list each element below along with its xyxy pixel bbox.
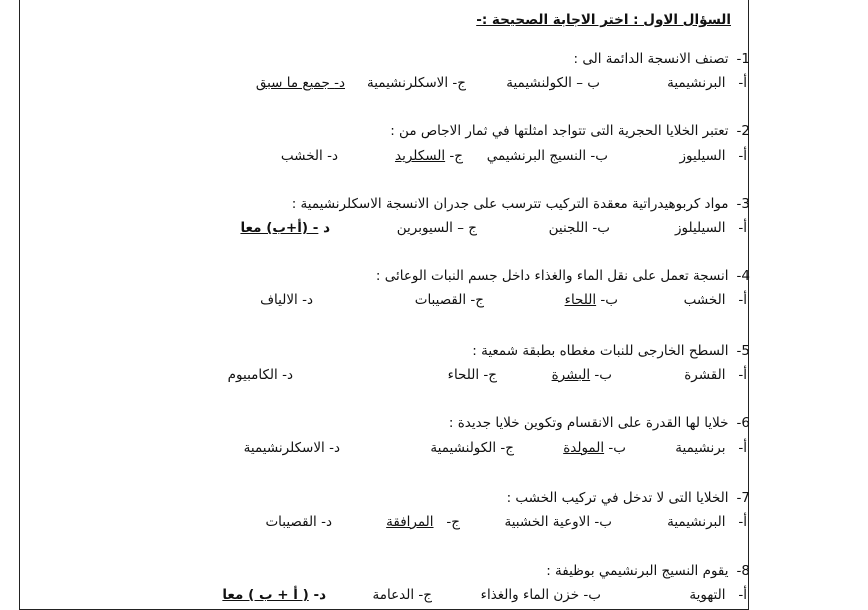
option-c bbox=[448, 367, 497, 383]
option-d bbox=[281, 148, 338, 164]
question-8 bbox=[546, 563, 750, 579]
option-text: البشرة bbox=[551, 367, 591, 383]
option-prefix: أ- bbox=[738, 367, 747, 383]
option-b-correct bbox=[552, 367, 612, 383]
option-prefix: أ- bbox=[738, 514, 747, 530]
option-a bbox=[684, 292, 747, 308]
question-number: 6- bbox=[736, 415, 750, 431]
option-text: اللجنين bbox=[548, 220, 589, 236]
question-7 bbox=[507, 490, 750, 506]
option-text: السيليلوز bbox=[675, 220, 726, 236]
option-prefix: ب- bbox=[592, 220, 610, 236]
option-prefix: أ- bbox=[738, 75, 747, 91]
option-c-correct bbox=[395, 148, 463, 164]
option-text: الالياف bbox=[260, 292, 298, 308]
option-c bbox=[373, 587, 432, 603]
option-c bbox=[430, 440, 514, 456]
option-text: السيوبرين bbox=[396, 220, 453, 236]
question-text: تعتبر الخلايا الحجرية التى تتواجد امثلتها في ثمار الاجاص من : bbox=[390, 123, 729, 139]
option-b bbox=[487, 148, 608, 164]
question-3 bbox=[292, 196, 750, 212]
option-c bbox=[397, 220, 477, 236]
question-number: 4- bbox=[736, 268, 750, 284]
option-b bbox=[549, 220, 610, 236]
option-prefix: أ- bbox=[738, 587, 747, 603]
option-text: ( أ + ب ) معا bbox=[222, 587, 309, 603]
question-4 bbox=[376, 268, 750, 284]
option-prefix: ج- bbox=[449, 148, 463, 164]
option-prefix: ب – bbox=[576, 75, 600, 91]
question-text: تصنف الانسجة الدائمة الى : bbox=[573, 51, 729, 67]
option-text: الكولنشيمية bbox=[430, 440, 497, 456]
option-a bbox=[684, 367, 747, 383]
question-text: انسجة تعمل على نقل الماء والغذاء داخل جسم النبات الوعائى : bbox=[375, 268, 729, 284]
option-prefix: ج – bbox=[457, 220, 477, 236]
question-number: 5- bbox=[736, 343, 750, 359]
option-d-correct bbox=[240, 220, 330, 236]
option-text: اللحاء bbox=[564, 292, 597, 308]
option-prefix: د- bbox=[329, 440, 340, 456]
option-a bbox=[689, 587, 747, 603]
option-text: البرنشيمية bbox=[667, 75, 726, 91]
option-prefix: د- bbox=[327, 148, 338, 164]
option-b-correct bbox=[565, 292, 618, 308]
option-text: السكلريد bbox=[394, 148, 446, 164]
option-prefix: ج- bbox=[418, 587, 432, 603]
option-text: اللحاء bbox=[447, 367, 480, 383]
option-text: القصيبات bbox=[265, 514, 317, 530]
option-text: الاوعية الخشبية bbox=[504, 514, 591, 530]
question-text: السطح الخارجى للنبات مغطاه بطبقة شمعية : bbox=[472, 343, 729, 359]
option-text: الكامبيوم bbox=[227, 367, 278, 383]
option-b bbox=[481, 587, 601, 603]
option-b bbox=[504, 514, 612, 530]
option-d bbox=[244, 440, 340, 456]
option-prefix: د bbox=[323, 220, 330, 236]
option-prefix: ج- bbox=[446, 514, 460, 530]
section-title: السؤال الاول : اختر الاجابة الصحيحة :- bbox=[476, 12, 731, 28]
option-d-correct bbox=[222, 587, 326, 603]
option-text: الاسكلرنشيمية bbox=[366, 75, 449, 91]
option-prefix: أ- bbox=[738, 220, 747, 236]
question-2 bbox=[390, 123, 750, 139]
option-prefix: ج- bbox=[483, 367, 497, 383]
option-prefix: ج- bbox=[500, 440, 514, 456]
option-prefix: أ- bbox=[738, 148, 747, 164]
option-d bbox=[260, 292, 313, 308]
option-text: الخشب bbox=[280, 148, 323, 164]
option-prefix: د- bbox=[313, 587, 326, 603]
option-b-correct bbox=[563, 440, 626, 456]
option-text: الدعامة bbox=[372, 587, 415, 603]
option-d bbox=[228, 367, 293, 383]
option-prefix: د- bbox=[282, 367, 293, 383]
option-text: خزن الماء والغذاء bbox=[480, 587, 580, 603]
question-text: يقوم النسيج البرنشيمي بوظيفة : bbox=[546, 563, 729, 579]
option-c bbox=[367, 75, 466, 91]
option-text: التهوية bbox=[689, 587, 726, 603]
question-1 bbox=[573, 51, 750, 67]
option-a bbox=[679, 148, 747, 164]
option-prefix: ب- bbox=[600, 292, 618, 308]
option-text: المولدة bbox=[563, 440, 605, 456]
question-number: 7- bbox=[736, 490, 750, 506]
option-prefix: د- bbox=[334, 75, 345, 91]
option-text: السيليوز bbox=[679, 148, 726, 164]
question-number: 1- bbox=[736, 51, 750, 67]
option-a bbox=[667, 514, 747, 530]
option-prefix: د- bbox=[321, 514, 332, 530]
option-text: البرنشيمية bbox=[667, 514, 726, 530]
page-border bbox=[19, 0, 749, 610]
option-c-correct bbox=[386, 514, 460, 530]
option-text: القصيبات bbox=[414, 292, 467, 308]
option-text: الخشب bbox=[683, 292, 726, 308]
option-text: الاسكلرنشيمية bbox=[243, 440, 325, 456]
question-text: الخلايا التى لا تدخل في تركيب الخشب : bbox=[506, 490, 729, 506]
option-text: جميع ما سبق bbox=[255, 75, 330, 91]
option-prefix: د- bbox=[302, 292, 313, 308]
question-number: 8- bbox=[736, 563, 750, 579]
question-text: خلايا لها القدرة على الانقسام وتكوين خلايا جديدة : bbox=[448, 415, 729, 431]
option-d-correct bbox=[256, 75, 345, 91]
question-number: 3- bbox=[736, 196, 750, 212]
option-text: المرافقة bbox=[386, 514, 434, 530]
option-text: النسيج البرنشيمي bbox=[486, 148, 587, 164]
option-prefix: أ- bbox=[738, 292, 747, 308]
option-a bbox=[675, 220, 747, 236]
option-text: الكولنشيمية bbox=[506, 75, 572, 91]
option-a bbox=[667, 75, 747, 91]
option-text: برنشيمية bbox=[675, 440, 726, 456]
question-number: 2- bbox=[736, 123, 750, 139]
option-prefix: ب- bbox=[590, 148, 608, 164]
option-d bbox=[265, 514, 332, 530]
option-text: القشرة bbox=[684, 367, 726, 383]
option-a bbox=[675, 440, 747, 456]
option-b bbox=[506, 75, 600, 91]
option-prefix: ب- bbox=[583, 587, 601, 603]
option-prefix: أ- bbox=[738, 440, 747, 456]
option-text: - (أ+ب) معا bbox=[240, 220, 319, 236]
option-prefix: ج- bbox=[452, 75, 466, 91]
option-prefix: ج- bbox=[470, 292, 484, 308]
option-prefix: ب- bbox=[608, 440, 626, 456]
option-prefix: ب- bbox=[594, 367, 612, 383]
question-text: مواد كربوهيدراتية معقدة التركيب تترسب على جدران الانسجة الاسكلرنشيمية : bbox=[291, 196, 729, 212]
question-5 bbox=[472, 343, 750, 359]
question-6 bbox=[449, 415, 750, 431]
option-prefix: ب- bbox=[594, 514, 612, 530]
option-c bbox=[415, 292, 484, 308]
